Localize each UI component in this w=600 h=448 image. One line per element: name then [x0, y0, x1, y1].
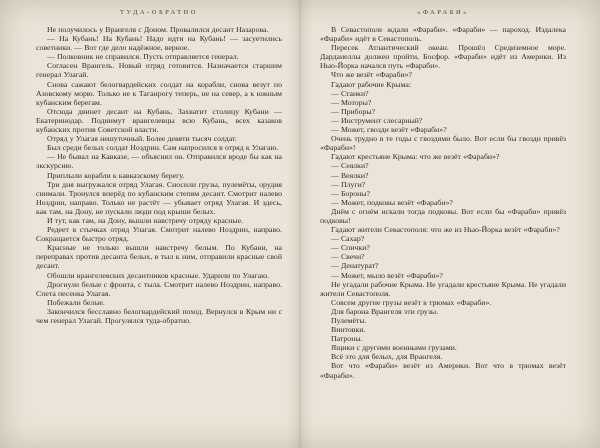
left-page-text — [36, 25, 282, 325]
paragraph: Патроны. — [331, 334, 363, 344]
paragraph: Не получилось у Врангеля с Доном. Провалился десант Назарова. — [47, 25, 269, 34]
paragraph: — Бороны? — [331, 188, 370, 198]
paragraph: Совсем другие грузы везёт в трюмах «Фараби». — [331, 297, 492, 307]
paragraph: Не угадали рабочие Крыма. Не угадали крестьяне Крыма. Не угадали жители Севастополя. — [320, 279, 566, 298]
paragraph: Закончился бесславно белогвардейский поход. Вернулся в Крым ни с чем генерал Улагай. Прогулялся туда-обратно. — [36, 306, 282, 325]
paragraph: — Полковник не справился. Пусть отправляется генерал. — [47, 52, 239, 62]
left-page-running-head: ТУДА-ОБРАТНО — [120, 9, 198, 16]
paragraph: Гадают рабочие Крыма: — [331, 79, 412, 89]
paragraph: Дрогнули белые с фронта, с тыла. Смотрит налево Ноздрин, направо. Спета песенка Улагая. — [36, 279, 282, 298]
paragraph: — Станки? — [331, 88, 369, 98]
paragraph: — Может, гвозди везёт «Фараби»? — [331, 125, 447, 135]
paragraph: Гадают крестьяне Крыма: что же везёт «Фараби»? — [331, 152, 500, 162]
paragraph: — Свечи? — [331, 252, 365, 262]
paragraph: Снова сажают белогвардейских солдат на корабли, снова везут по Азовскому морю. Только не к Таганрогу теперь, не на север, а к южным кубанским берегам. — [36, 79, 282, 107]
paragraph: — Сеялки? — [331, 161, 369, 171]
paragraph: — Веялки? — [331, 170, 369, 180]
paragraph: — Может, подковы везёт «Фараби»? — [331, 197, 453, 207]
paragraph: Отсюда двинет десант на Кубань. Захватит столицу Кубани — Екатеринодар. Поднимут врангелевцы всю Кубань, всех казаков кубанских против Советской власти. — [36, 106, 282, 135]
paragraph: В Севастополе ждали «Фараби». «Фараби» — пароход. Издалека «Фараби» идёт в Севастополь. — [320, 25, 566, 44]
paragraph: — Моторы? — [331, 97, 372, 107]
paragraph: — Инструмент слесарный? — [331, 115, 423, 125]
paragraph: — Плуги? — [331, 179, 366, 189]
paragraph: Отряд у Улагая нешуточный. Более девяти тысяч солдат. — [47, 134, 237, 144]
paragraph: — Не бывал на Кавказе, — объяснял он. Отправился вроде бы как на экскурсию. — [36, 152, 282, 171]
paragraph: Вот что «Фараби» везёт из Америки. Вот что в трюмах везёт «Фараби». — [320, 361, 566, 380]
paragraph: — Может, мыло везёт «Фараби»? — [331, 270, 443, 280]
paragraph: — Сахар? — [331, 234, 365, 244]
right-page-text — [320, 25, 566, 380]
paragraph: Гадают жители Севастополя: что же из Нью-Йорка везёт «Фараби»? — [331, 225, 560, 235]
right-page-running-head: «ФАРАБИ» — [417, 9, 469, 16]
paragraph: Редеет в стычках отряд Улагая. Смотрит налево Ноздрин, направо. Сокращается быстро отряд. — [36, 225, 282, 244]
right-page — [300, 0, 600, 448]
paragraph: Всё это для белых, для Врангеля. — [331, 352, 443, 362]
paragraph: И тут, как там, на Дону, вышли навстречу отряду красные. — [47, 215, 244, 225]
paragraph: Днём с огнём искали тогда подковы. Вот если бы «Фараби» привёз подковы! — [320, 206, 566, 225]
paragraph: — На Кубань! На Кубань! Надо идти на Кубань! — засуетились советники. — Вот где дело надёжное, верное. — [36, 34, 282, 53]
paragraph: Обошли врангелевских десантников красные. Ударили по Улагаю. — [47, 270, 269, 280]
paragraph: Приплыли корабли к кавказскому берегу. — [47, 170, 185, 180]
paragraph: Красные не только вышли навстречу белым. По Кубани, на переправах против десанта белых, в тыл к ним, отправили красные свой десант. — [36, 243, 282, 271]
paragraph: Пересек Атлантический океан. Прошёл Средиземное море. Дарданеллы должен пройти, Босфор. «Фараби» идёт из Америки. Из Нью-Йорка начался путь «Фараби». — [320, 43, 566, 71]
paragraph: Винтовки. — [331, 325, 366, 335]
paragraph: Что же везёт «Фараби»? — [331, 70, 412, 80]
paragraph: — Спички? — [331, 243, 370, 253]
paragraph: Был среди белых солдат Ноздрин. Сам напросился в отряд к Улагаю. — [47, 143, 279, 153]
paragraph: Побежали белые. — [47, 297, 105, 307]
paragraph: Очень трудно в те годы с гвоздями было. Вот если бы гвозди привёз «Фараби»! — [320, 134, 566, 153]
paragraph: Три дня выгружался отряд Улагая. Сносили грузы, пулемёты, орудия снимали. Тронулся вперёд по кубанским степям десант. Смотрит налево Ноздрин, направо. Только не растёт — убывает отряд Улагая. И здесь, как там, на Дону, не пускали люди под крыши белых. — [36, 179, 282, 216]
paragraph: Для барона Врангеля эти грузы. — [331, 306, 439, 316]
paragraph: Пулемёты. — [331, 316, 367, 325]
paragraph: — Денатурат? — [331, 261, 379, 271]
paragraph: — Приборы? — [331, 106, 376, 116]
paragraph: Согласен Врангель. Новый отряд готовится. Назначается старшим генерал Улагай. — [36, 61, 282, 80]
paragraph: Ящики с другими военными грузами. — [331, 343, 457, 353]
